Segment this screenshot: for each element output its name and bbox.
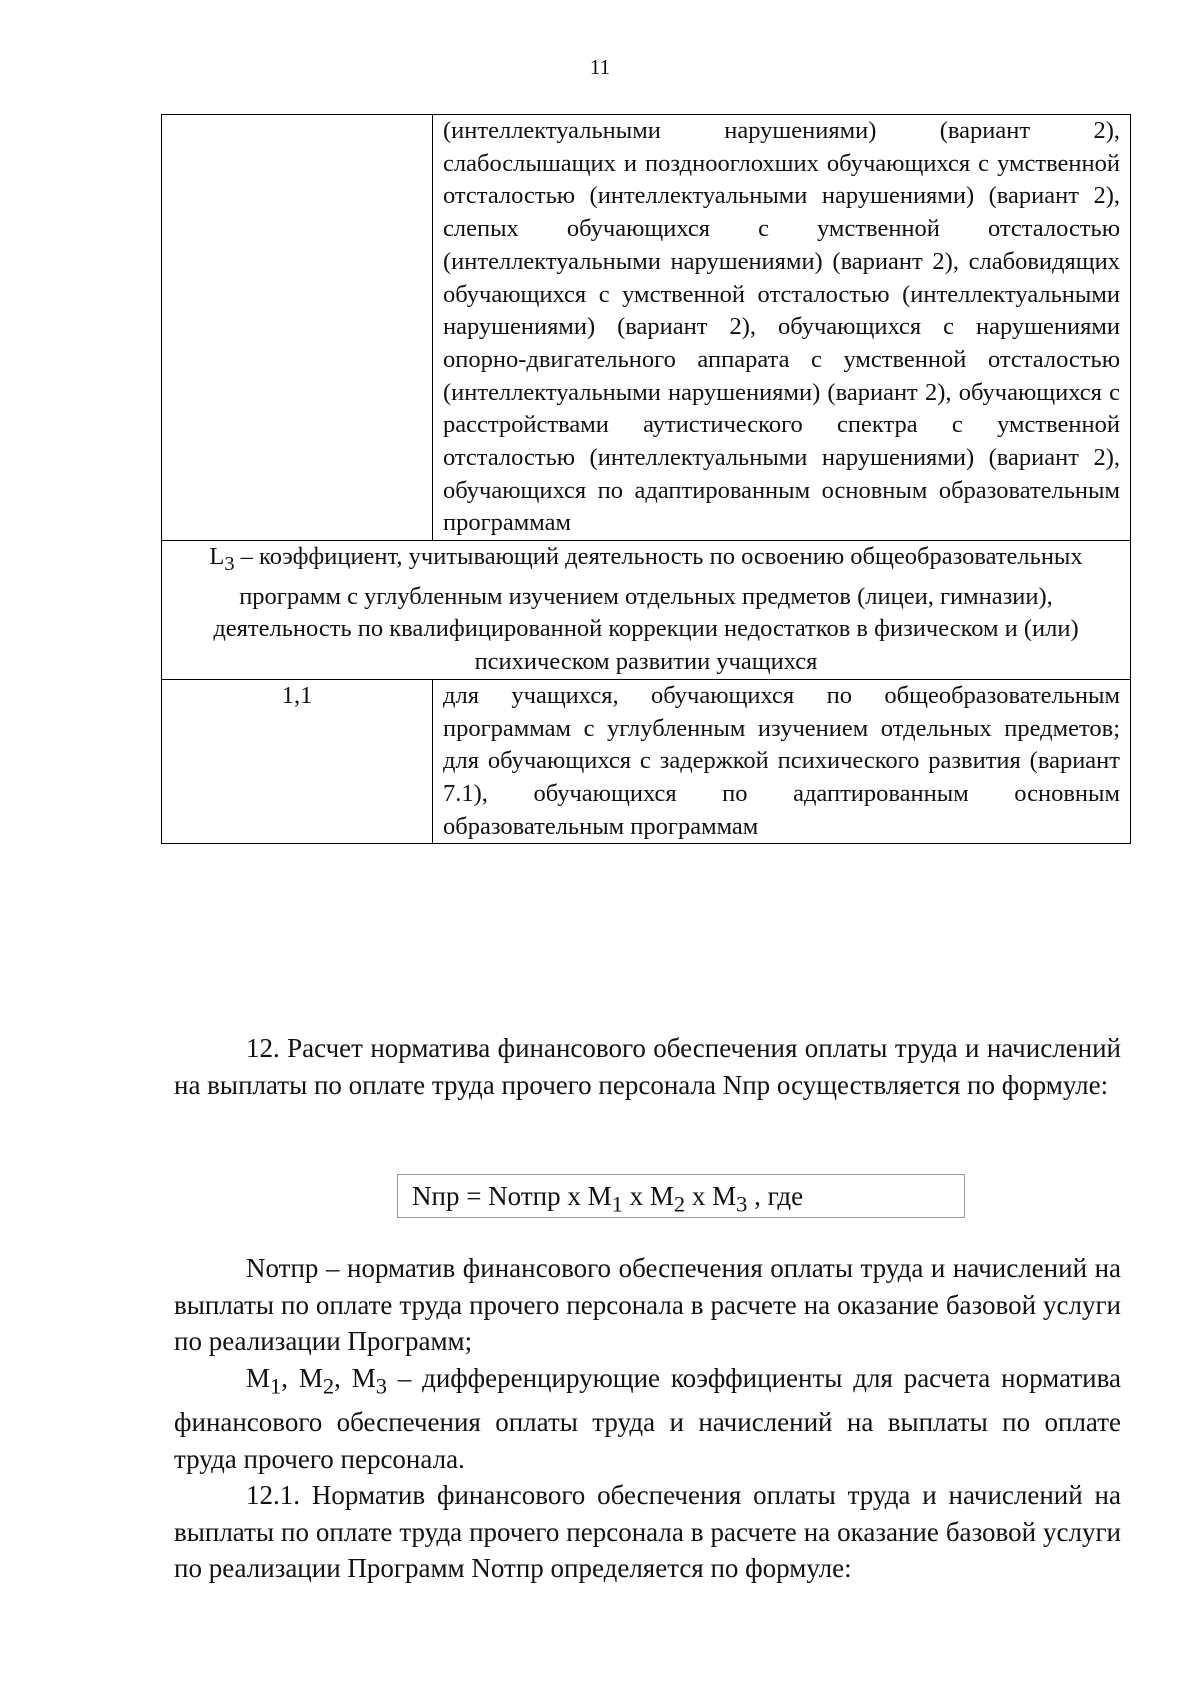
coefficient-heading-text: – коэффициент, учитывающий деятельность по освоению общеобразовательных программ с углубленным изучением отдельных предметов (лицеи, гимназии), деятельность по квалифицированной коррекции недостатков в физическом и (или) психическом развитии учащихся <box>213 543 1083 676</box>
formula-box <box>397 1174 965 1218</box>
table-row <box>162 115 1131 541</box>
def-part: М <box>246 1362 271 1393</box>
def-subscript: 1 <box>270 1372 282 1398</box>
def-part: , М <box>281 1362 323 1393</box>
formula-part: х М <box>685 1181 737 1211</box>
formula-part: Nпр = Nотпр х М <box>412 1181 612 1211</box>
formula-part: , где <box>747 1181 804 1211</box>
coefficient-description-cell: для учащихся, обучающихся по общеобразовательным программам с углубленным изучением отдельных предметов; для обучающихся с задержкой психического развития (вариант 7.1), обучающихся по адаптированным основным образовательным программам <box>433 679 1131 844</box>
definition-notpr: Nотпр – норматив финансового обеспечения оплаты труда и начислений на выплаты по оплате труда прочего персонала в расчете на оказание базовой услуги по реализации Программ; <box>174 1253 1121 1356</box>
paragraph-12: 12. Расчет норматива финансового обеспечения оплаты труда и начислений на выплаты по оплате труда прочего персонала Nпр осуществляется по формуле: <box>174 1033 1121 1100</box>
formula-subscript: 3 <box>736 1191 748 1217</box>
def-part: , М <box>334 1362 376 1393</box>
def-subscript: 3 <box>375 1372 387 1398</box>
page-number: 11 <box>589 55 611 79</box>
table-row <box>162 679 1131 844</box>
paragraph-12-block <box>174 1030 1121 1103</box>
coefficient-symbol: L <box>209 543 225 571</box>
formula-part: х М <box>622 1181 674 1211</box>
paragraph-12-1: 12.1. Норматив финансового обеспечения оплаты труда и начислений на выплаты по оплате труда прочего персонала в расчете на оказание базовой услуги по реализации Программ Nотпр определяется по формуле: <box>174 1480 1121 1584</box>
definitions-block <box>174 1250 1121 1587</box>
formula-subscript: 2 <box>673 1191 686 1217</box>
def-part: – дифференцирующие коэффициенты для расчета норматива финансового обеспечения оплаты труда и начислений на выплаты по оплате труда прочего персонала. <box>174 1362 1121 1474</box>
coefficient-subscript: 3 <box>224 553 235 576</box>
coefficient-value-cell: 1,1 <box>162 679 433 844</box>
coefficient-value-cell <box>162 115 433 541</box>
def-subscript: 2 <box>322 1372 335 1398</box>
coefficient-description-cell: (интеллектуальными нарушениями) (вариант 2), слабослышащих и позднооглохших обучающихся с умственной отсталостью (интеллектуальными нарушениями) (вариант 2), слепых обучающихся с умственной отсталостью (интеллектуальными нарушениями) (вариант 2), слабовидящих обучающихся с умственной отсталостью (интеллектуальными нарушениями) (вариант 2), обучающихся с нарушениями опорно-двигательного аппарата с умственной отсталостью (интеллектуальными нарушениями) (вариант 2), обучающихся с расстройствами аутистического спектра с умственной отсталостью (интеллектуальными нарушениями) (вариант 2), обучающихся по адаптированным основным образовательным программам <box>433 115 1131 541</box>
formula-subscript: 1 <box>611 1191 623 1217</box>
coefficient-table <box>161 114 1131 844</box>
table-heading-row <box>162 541 1131 680</box>
definition-m-coefficients <box>174 1360 1121 1478</box>
coefficient-heading-cell <box>162 541 1131 680</box>
